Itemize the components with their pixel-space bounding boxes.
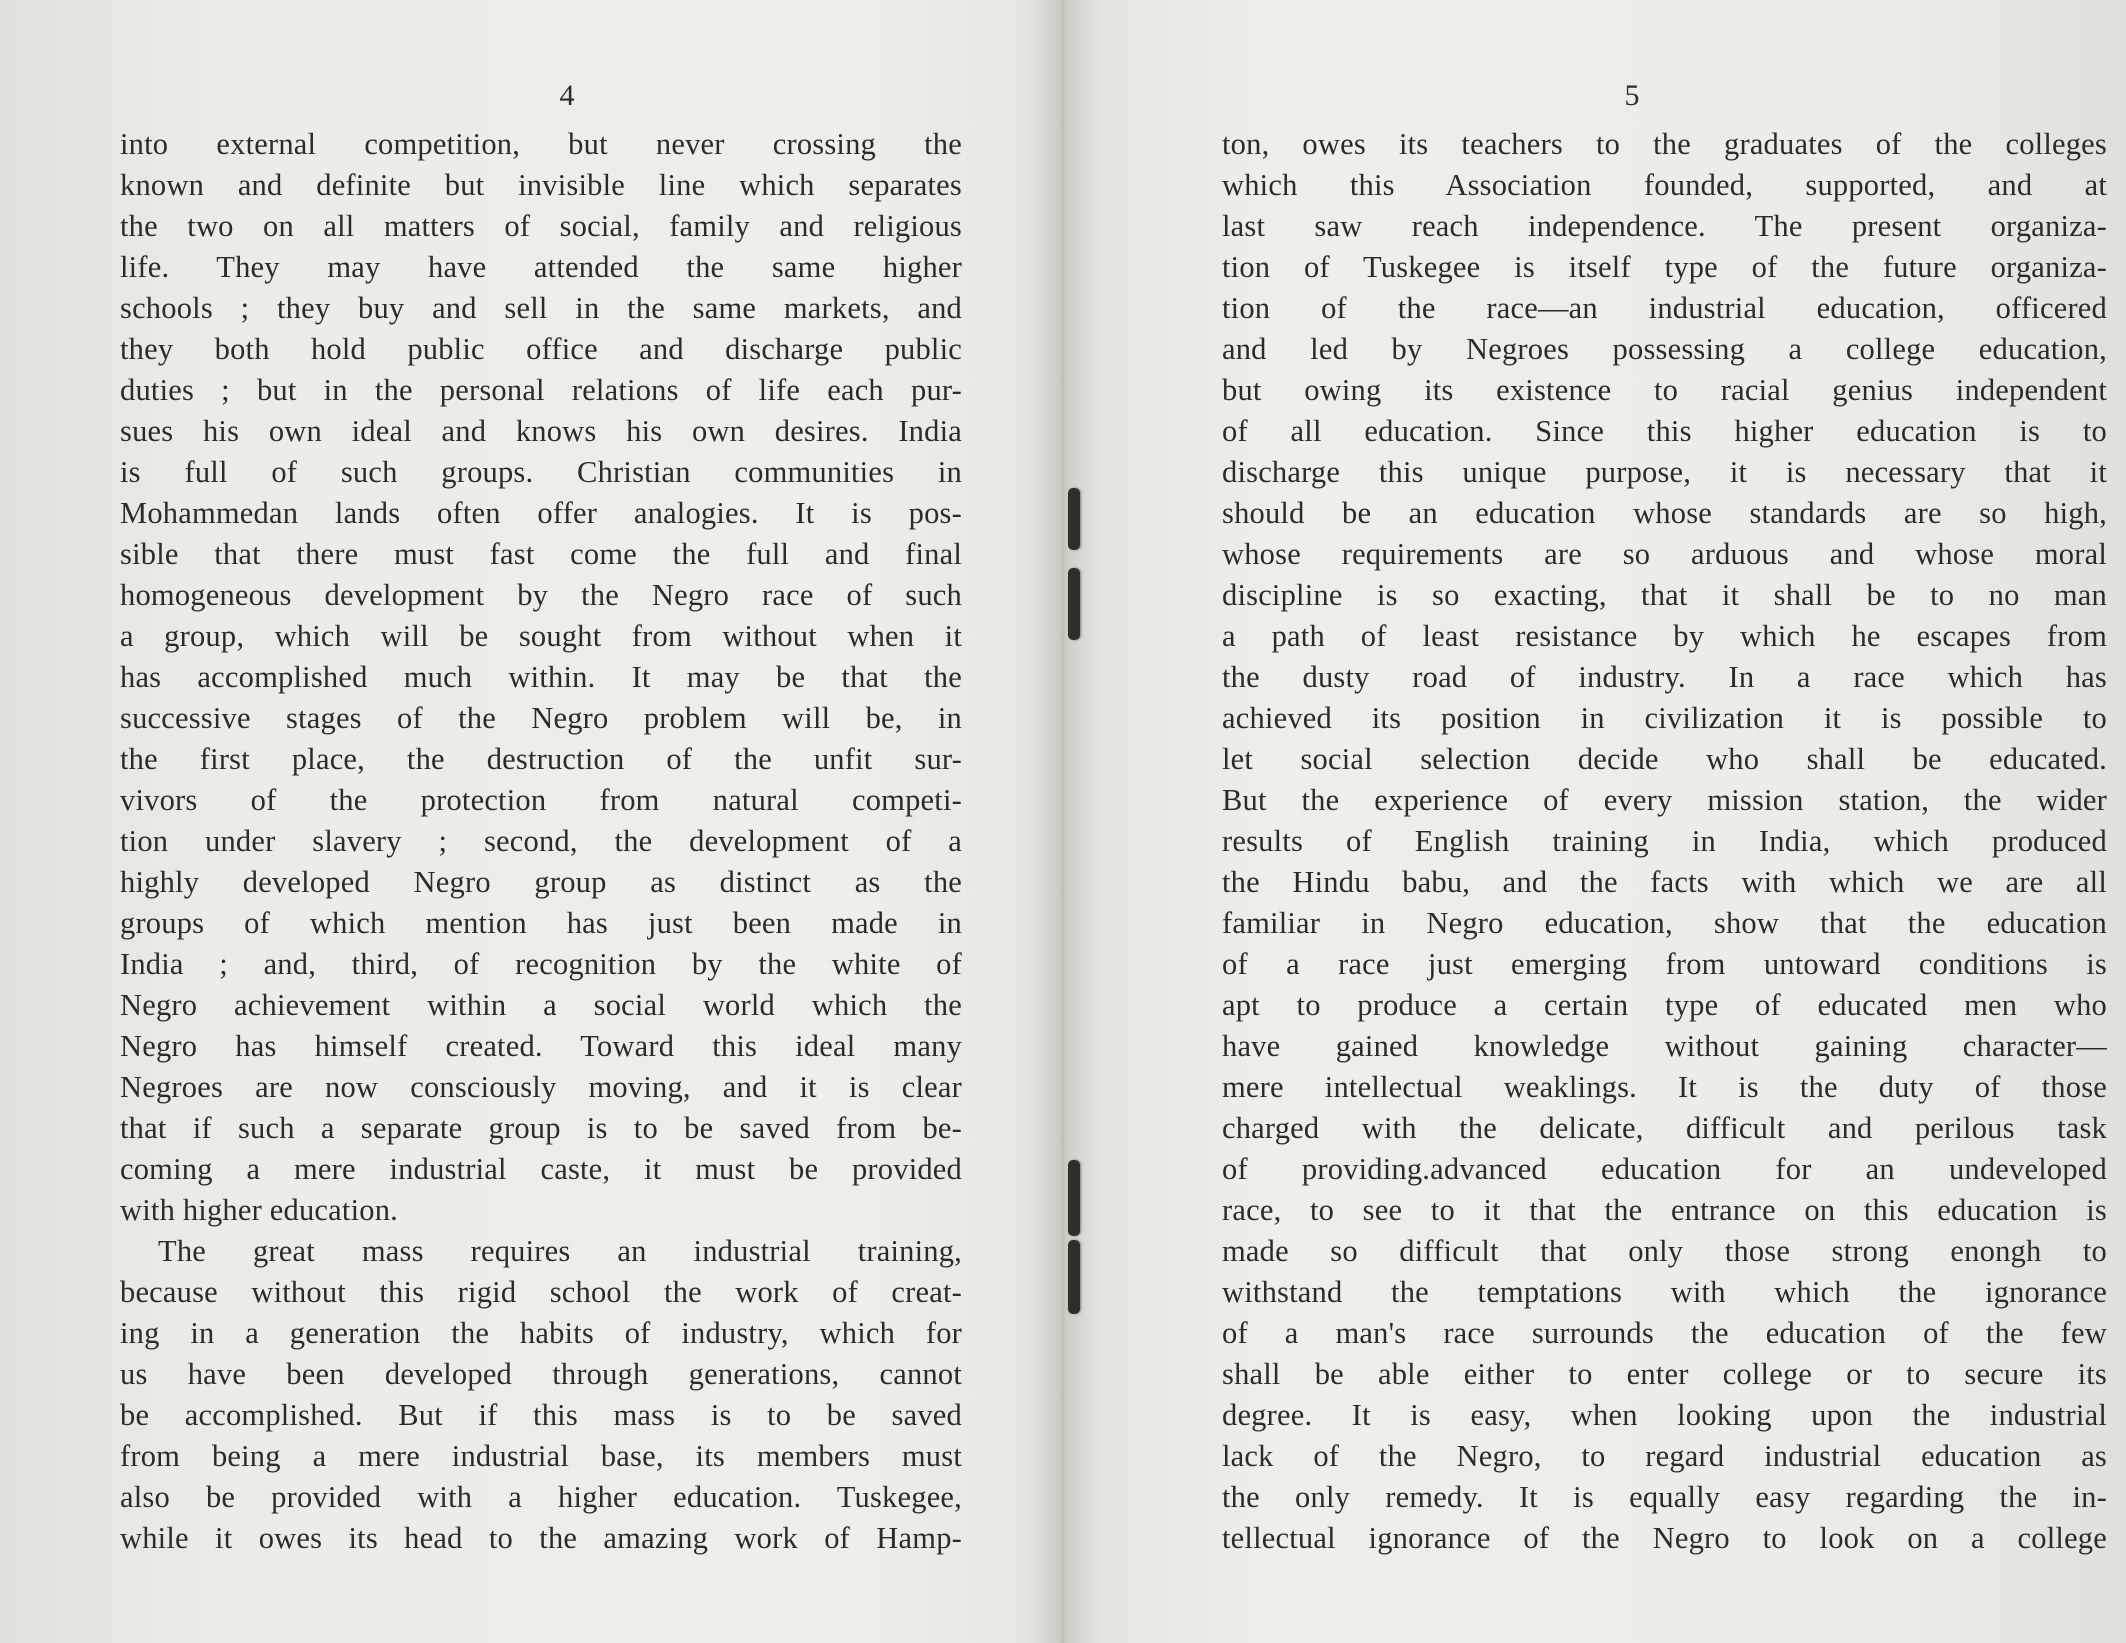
text-line: known and definite but invisible line which separates — [120, 168, 962, 202]
text-line: sible that there must fast come the full and final — [120, 537, 962, 571]
text-line: and led by Negroes possessing a college education, — [1222, 332, 2107, 366]
text-line: discipline is so exacting, that it shall be to no man — [1222, 578, 2107, 612]
left-page-number: 4 — [559, 79, 575, 112]
text-line: withstand the temptations with which the ignorance — [1222, 1275, 2107, 1309]
text-line: also be provided with a higher education. Tuskegee, — [120, 1480, 962, 1514]
text-line: tellectual ignorance of the Negro to look on a college — [1222, 1521, 2107, 1555]
text-line: last saw reach independence. The present organiza- — [1222, 209, 2107, 243]
text-line: let social selection decide who shall be educated. — [1222, 742, 2107, 776]
text-line: discharge this unique purpose, it is necessary that it — [1222, 455, 2107, 489]
text-line: the first place, the destruction of the unfit sur- — [120, 742, 962, 776]
text-line: results of English training in India, which produced — [1222, 824, 2107, 858]
text-line: the two on all matters of social, family and religious — [120, 209, 962, 243]
text-line: the dusty road of industry. In a race which has — [1222, 660, 2107, 694]
text-line: duties ; but in the personal relations of life each pur- — [120, 373, 962, 407]
text-line: apt to produce a certain type of educated men who — [1222, 988, 2107, 1022]
text-line: Negro has himself created. Toward this ideal many — [120, 1029, 962, 1063]
text-line: lack of the Negro, to regard industrial education as — [1222, 1439, 2107, 1473]
text-line: the Hindu babu, and the facts with which we are all — [1222, 865, 2107, 899]
text-line: a group, which will be sought from without when it — [120, 619, 962, 653]
text-line: that if such a separate group is to be saved from be- — [120, 1111, 962, 1145]
text-line: they both hold public office and discharge public — [120, 332, 962, 366]
text-line: ton, owes its teachers to the graduates of the colleges — [1222, 127, 2107, 161]
text-line: shall be able either to enter college or to secure its — [1222, 1357, 2107, 1391]
text-line: have gained knowledge without gaining character— — [1222, 1029, 2107, 1063]
text-line: mere intellectual weaklings. It is the duty of those — [1222, 1070, 2107, 1104]
text-line: while it owes its head to the amazing work of Hamp- — [120, 1521, 962, 1555]
text-line: is full of such groups. Christian communities in — [120, 455, 962, 489]
text-line: with higher education. — [120, 1193, 398, 1227]
right-page — [1063, 0, 2126, 1643]
text-line: Mohammedan lands often offer analogies. It is pos- — [120, 496, 962, 530]
right-page-text — [1222, 124, 2107, 1559]
text-line: because without this rigid school the work of creat- — [120, 1275, 962, 1309]
text-line: tion of the race—an industrial education, officered — [1222, 291, 2107, 325]
text-line: Negro achievement within a social world which the — [120, 988, 962, 1022]
text-line: tion of Tuskegee is itself type of the future organiza- — [1222, 250, 2107, 284]
text-line: degree. It is easy, when looking upon the industrial — [1222, 1398, 2107, 1432]
text-line: made so difficult that only those strong enongh to — [1222, 1234, 2107, 1268]
text-line: should be an education whose standards are so high, — [1222, 496, 2107, 530]
text-line: which this Association founded, supported, and at — [1222, 168, 2107, 202]
text-line: homogeneous development by the Negro race of such — [120, 578, 962, 612]
text-line: India ; and, third, of recognition by the white of — [120, 947, 962, 981]
text-line: but owing its existence to racial genius independent — [1222, 373, 2107, 407]
right-page-number: 5 — [1624, 79, 1640, 112]
text-line: the only remedy. It is equally easy regarding the in- — [1222, 1480, 2107, 1514]
text-line: charged with the delicate, difficult and perilous task — [1222, 1111, 2107, 1145]
text-line: schools ; they buy and sell in the same markets, and — [120, 291, 962, 325]
text-line: us have been developed through generations, cannot — [120, 1357, 962, 1391]
text-line: tion under slavery ; second, the development of a — [120, 824, 962, 858]
text-line: sues his own ideal and knows his own desires. India — [120, 414, 962, 448]
text-line: achieved its position in civilization it is possible to — [1222, 701, 2107, 735]
left-page-text — [120, 124, 962, 1559]
text-line: ing in a generation the habits of industry, which for — [120, 1316, 962, 1350]
text-line: successive stages of the Negro problem will be, in — [120, 701, 962, 735]
text-line: vivors of the protection from natural competi- — [120, 783, 962, 817]
text-line: be accomplished. But if this mass is to be saved — [120, 1398, 962, 1432]
text-line: into external competition, but never crossing the — [120, 127, 962, 161]
text-line: groups of which mention has just been made in — [120, 906, 962, 940]
text-line: from being a mere industrial base, its members must — [120, 1439, 962, 1473]
text-line: of a man's race surrounds the education of the few — [1222, 1316, 2107, 1350]
text-line: has accomplished much within. It may be that the — [120, 660, 962, 694]
text-line: highly developed Negro group as distinct as the — [120, 865, 962, 899]
text-line: of a race just emerging from untoward conditions is — [1222, 947, 2107, 981]
text-line: race, to see to it that the entrance on this education is — [1222, 1193, 2107, 1227]
text-line: a path of least resistance by which he escapes from — [1222, 619, 2107, 653]
text-line: But the experience of every mission station, the wider — [1222, 783, 2107, 817]
text-line: of providing.advanced education for an undeveloped — [1222, 1152, 2107, 1186]
text-line: of all education. Since this higher education is to — [1222, 414, 2107, 448]
text-line: life. They may have attended the same higher — [120, 250, 962, 284]
text-line: familiar in Negro education, show that the education — [1222, 906, 2107, 940]
text-line: The great mass requires an industrial training, — [158, 1234, 962, 1268]
text-line: Negroes are now consciously moving, and it is clear — [120, 1070, 962, 1104]
text-line: whose requirements are so arduous and whose moral — [1222, 537, 2107, 571]
text-line: coming a mere industrial caste, it must be provided — [120, 1152, 962, 1186]
